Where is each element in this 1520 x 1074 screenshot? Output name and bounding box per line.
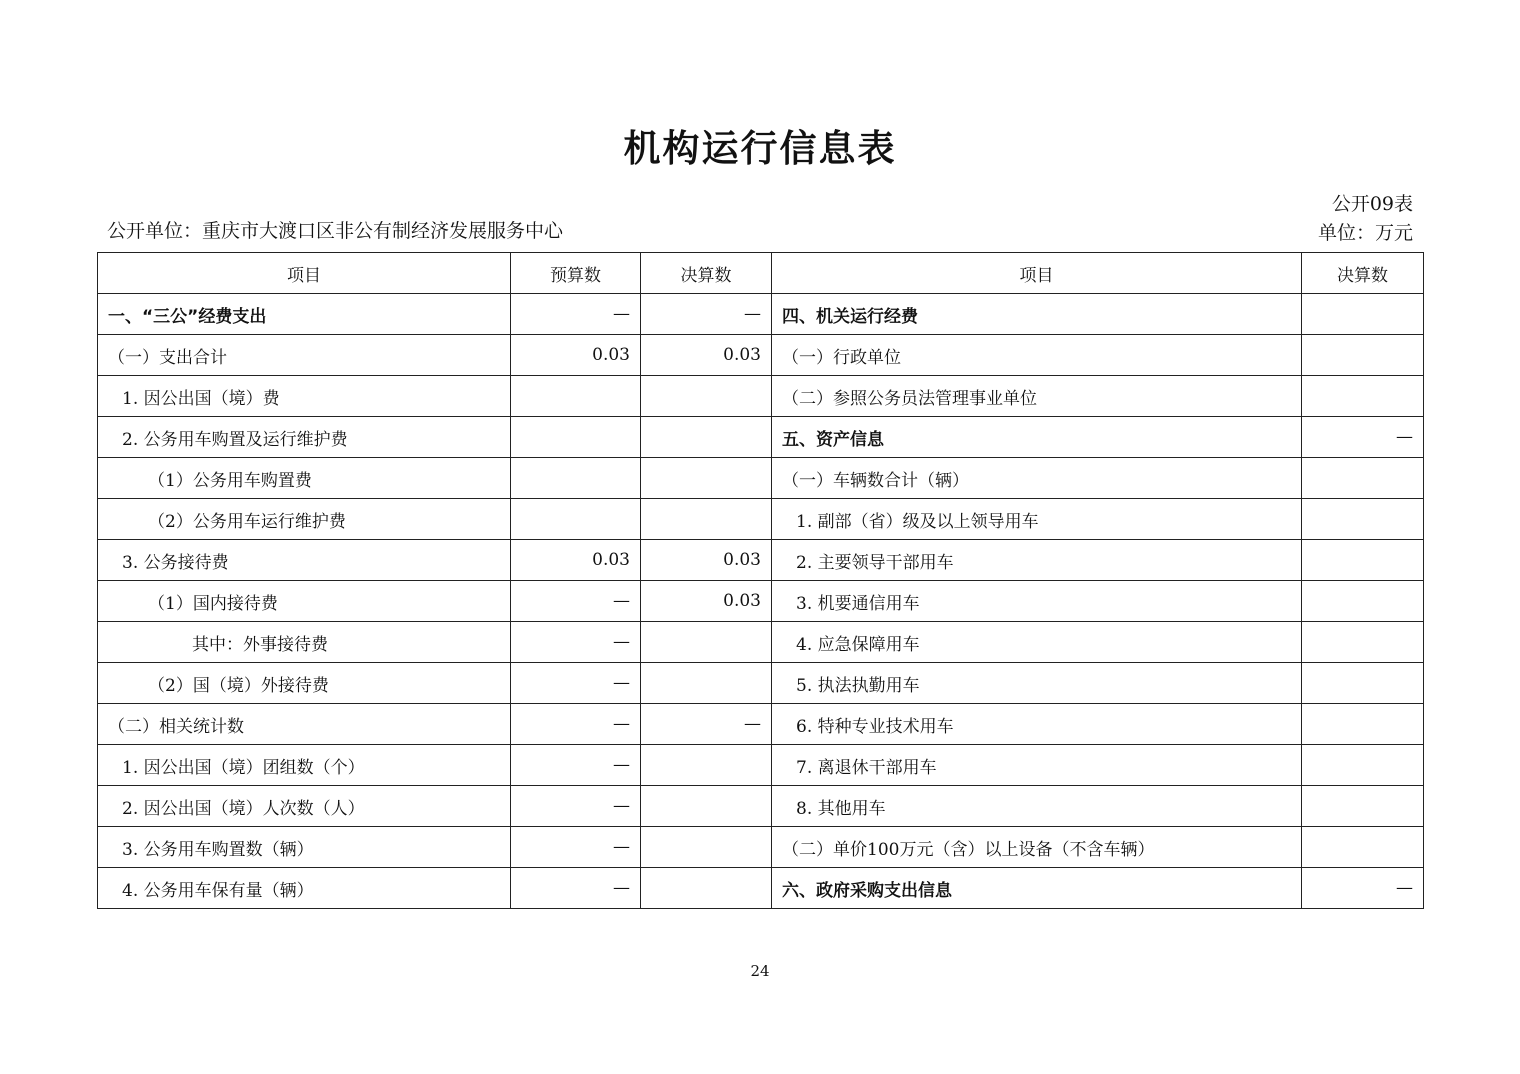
right-item: （一）行政单位 [772,335,1302,376]
left-item: （二）相关统计数 [98,704,511,745]
right-final-value: — [1302,868,1424,909]
right-final-value [1302,704,1424,745]
budget-value [511,417,641,458]
budget-value: — [511,827,641,868]
final-value [641,827,772,868]
final-value: — [641,294,772,335]
right-final-value [1302,827,1424,868]
table-row [98,458,1424,499]
left-item: （1）国内接待费 [98,581,511,622]
organization-label: 公开单位：重庆市大渡口区非公有制经济发展服务中心 [107,220,564,242]
institution-operation-table [97,252,1424,909]
table-header-row [98,253,1424,294]
table-row [98,376,1424,417]
right-final-value [1302,335,1424,376]
final-value [641,786,772,827]
left-item: 其中：外事接待费 [98,622,511,663]
left-item: 2. 因公出国（境）人次数（人） [98,786,511,827]
right-final-value [1302,622,1424,663]
right-item: 四、机关运行经费 [772,294,1302,335]
table-row [98,704,1424,745]
right-item: 六、政府采购支出信息 [772,868,1302,909]
right-final-value [1302,581,1424,622]
left-item: 2. 公务用车购置及运行维护费 [98,417,511,458]
right-item: 1. 副部（省）级及以上领导用车 [772,499,1302,540]
table-meta [1318,190,1413,248]
table-row [98,499,1424,540]
right-final-value [1302,499,1424,540]
right-item: 4. 应急保障用车 [772,622,1302,663]
final-value [641,417,772,458]
right-item: 7. 离退休干部用车 [772,745,1302,786]
budget-value: — [511,663,641,704]
final-value [641,499,772,540]
right-item: 8. 其他用车 [772,786,1302,827]
budget-value: — [511,622,641,663]
budget-value: — [511,786,641,827]
right-final-value [1302,786,1424,827]
right-item: 五、资产信息 [772,417,1302,458]
right-item: 5. 执法执勤用车 [772,663,1302,704]
final-value: 0.03 [641,581,772,622]
budget-value: — [511,294,641,335]
final-value [641,622,772,663]
right-final-value [1302,663,1424,704]
budget-value [511,499,641,540]
page-title: 机构运行信息表 [623,127,897,170]
right-final-value [1302,540,1424,581]
right-final-value [1302,376,1424,417]
budget-value: 0.03 [511,335,641,376]
budget-value [511,458,641,499]
right-item: 2. 主要领导干部用车 [772,540,1302,581]
table-row [98,540,1424,581]
left-item: 一、“三公”经费支出 [98,294,511,335]
left-item: （一）支出合计 [98,335,511,376]
final-value: 0.03 [641,540,772,581]
right-item: （一）车辆数合计（辆） [772,458,1302,499]
unit-label: 单位：万元 [1317,222,1413,244]
table-row [98,827,1424,868]
left-item: 1. 因公出国（境）团组数（个） [98,745,511,786]
budget-value: — [511,704,641,745]
left-item: 3. 公务接待费 [98,540,511,581]
right-final-value [1302,294,1424,335]
right-item: （二）单价100万元（含）以上设备（不含车辆） [772,827,1302,868]
table-row [98,581,1424,622]
table-row [98,663,1424,704]
header-budget: 预算数 [511,253,641,294]
table-number: 公开09表 [1331,193,1413,215]
final-value: 0.03 [641,335,772,376]
table-row [98,294,1424,335]
left-item: （2）国（境）外接待费 [98,663,511,704]
left-item: （2）公务用车运行维护费 [98,499,511,540]
table-row [98,868,1424,909]
budget-value: 0.03 [511,540,641,581]
right-item: 3. 机要通信用车 [772,581,1302,622]
final-value [641,376,772,417]
left-item: 1. 因公出国（境）费 [98,376,511,417]
right-final-value [1302,745,1424,786]
final-value: — [641,704,772,745]
budget-value: — [511,581,641,622]
final-value [641,868,772,909]
left-item: 3. 公务用车购置数（辆） [98,827,511,868]
final-value [641,663,772,704]
final-value [641,458,772,499]
header-item-left: 项目 [98,253,511,294]
table-row [98,417,1424,458]
right-item: （二）参照公务员法管理事业单位 [772,376,1302,417]
table-row [98,622,1424,663]
right-item: 6. 特种专业技术用车 [772,704,1302,745]
table-row [98,335,1424,376]
header-final-left: 决算数 [641,253,772,294]
left-item: （1）公务用车购置费 [98,458,511,499]
budget-value [511,376,641,417]
header-final-right: 决算数 [1302,253,1424,294]
budget-value: — [511,745,641,786]
table-row [98,786,1424,827]
table-row [98,745,1424,786]
right-final-value: — [1302,417,1424,458]
header-item-right: 项目 [772,253,1302,294]
final-value [641,745,772,786]
page-number: 24 [750,962,770,980]
budget-value: — [511,868,641,909]
right-final-value [1302,458,1424,499]
left-item: 4. 公务用车保有量（辆） [98,868,511,909]
